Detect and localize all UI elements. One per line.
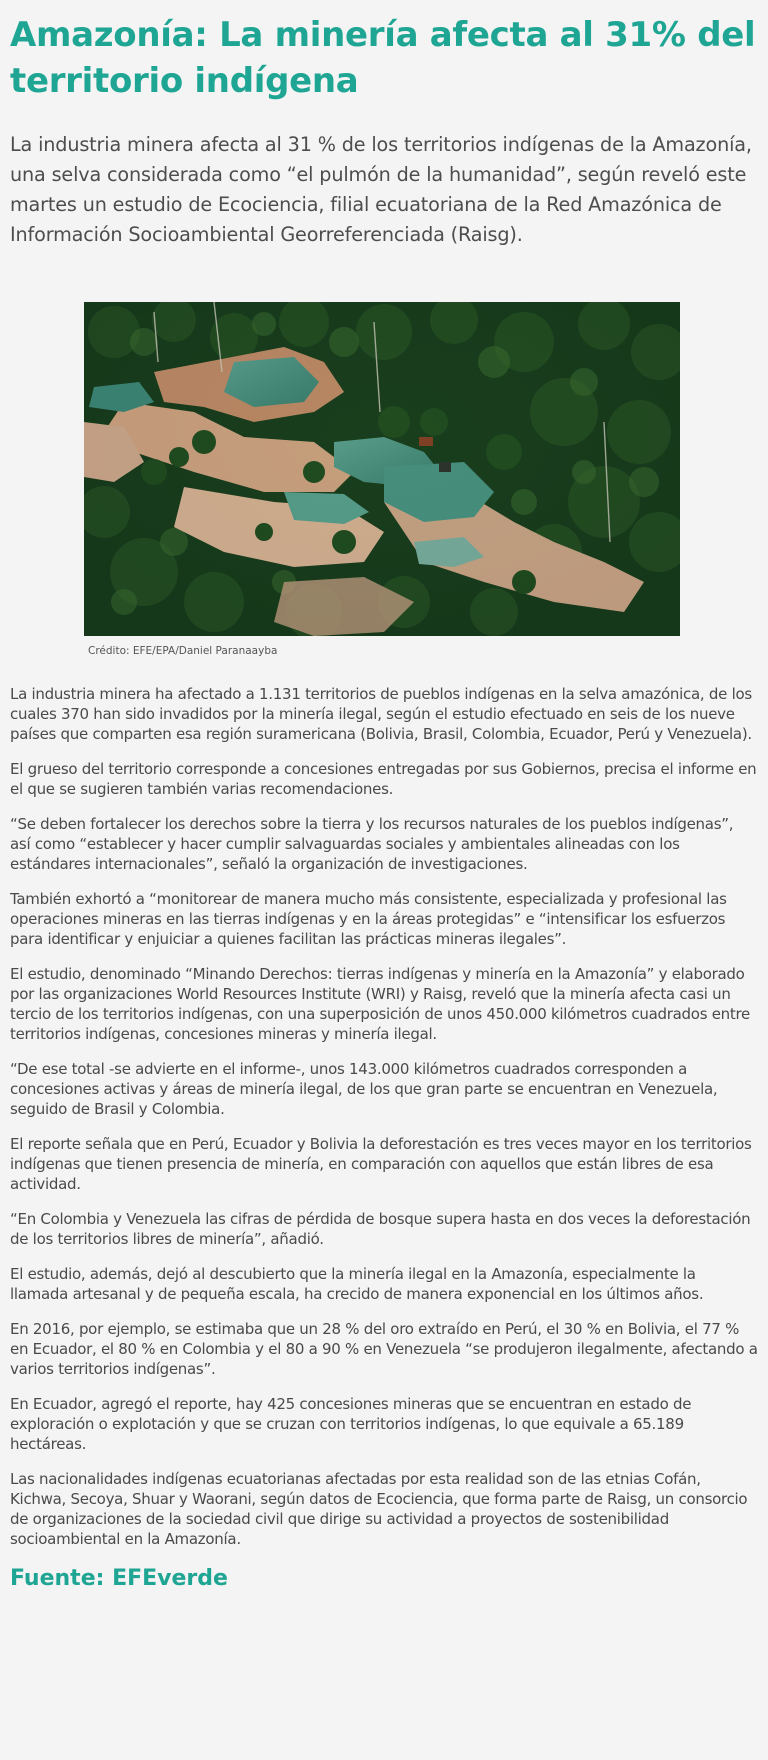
paragraph: En 2016, por ejemplo, se estimaba que un 28 % del oro extraído en Perú, el 30 % en Bolivia, el 77 % en Ecuador, el 80 % en Colombia y el 80 a 90 % en Venezuela “se produjeron ilegalmente, afectando a varios territorios indígenas”. [10, 1320, 758, 1378]
photo-caption: Crédito: EFE/EPA/Daniel Paranaayba [88, 645, 278, 657]
paragraph: El estudio, además, dejó al descubierto que la minería ilegal en la Amazonía, especialmente la llamada artesanal y de pequeña escala, ha crecido de manera exponencial en los últimos años. [10, 1265, 704, 1303]
paragraph: El reporte señala que en Perú, Ecuador y Bolivia la deforestación es tres veces mayor en los territorios indígenas que tienen presencia de minería, en comparación con aquellos que están libres de esa actividad. [10, 1135, 752, 1193]
paragraph: En Ecuador, agregó el reporte, hay 425 concesiones mineras que se encuentran en estado de exploración o explotación y que se cruzan con territorios indígenas, lo que equivale a 65.189 hectáreas. [10, 1395, 692, 1453]
article-source: Fuente: EFEverde [10, 1566, 228, 1591]
paragraph: El estudio, denominado “Minando Derechos: tierras indígenas y minería en la Amazonía” y elaborado por las organizaciones World Resources Institute (WRI) y Raisg, reveló que la minería afecta casi un tercio de los territorios indígenas, con una superposición de unos 450.000 kilómetros cuadrados entre territorios indígenas, concesiones mineras y minería ilegal. [10, 965, 750, 1043]
paragraph: El grueso del territorio corresponde a concesiones entregadas por sus Gobiernos, precisa el informe en el que se sugieren también varias recomendaciones. [10, 760, 757, 798]
article-body [10, 684, 758, 1549]
paragraph: También exhortó a “monitorear de manera mucho más consistente, especializada y profesional las operaciones mineras en las tierras indígenas y en la áreas protegidas” e “intensificar los esfuerzos para identificar y enjuiciar a quienes facilitan las prácticas mineras ilegales”. [10, 890, 727, 948]
article-title: Amazonía: La minería afecta al 31% del territorio indígena [10, 15, 756, 101]
article [0, 12, 768, 1594]
article-figure [10, 302, 758, 658]
paragraph: “De ese total -se advierte en el informe-, unos 143.000 kilómetros cuadrados corresponden a concesiones activas y áreas de minería ilegal, de los que gran parte se encuentran en Venezuela, seguido de Brasil y Colombia. [10, 1060, 718, 1118]
paragraph: “Se deben fortalecer los derechos sobre la tierra y los recursos naturales de los pueblos indígenas”, así como “establecer y hacer cumplir salvaguardas sociales y ambientales alineadas con los estándares internacionales”, señaló la organización de investigaciones. [10, 815, 734, 873]
paragraph: “En Colombia y Venezuela las cifras de pérdida de bosque supera hasta en dos veces la deforestación de los territorios libres de minería”, añadió. [10, 1210, 751, 1248]
article-lead: La industria minera afecta al 31 % de los territorios indígenas de la Amazonía, una selva considerada como “el pulmón de la humanidad”, según reveló este martes un estudio de Ecociencia, filial ecuatoriana de la Red Amazónica de Información Socioambiental Georreferenciada (Raisg). [10, 133, 752, 246]
paragraph: Las nacionalidades indígenas ecuatorianas afectadas por esta realidad son de las etnias Cofán, Kichwa, Secoya, Shuar y Waorani, según datos de Ecociencia, que forma parte de Raisg, un consorcio de organizaciones de la sociedad civil que dirige su actividad a proyectos de sostenibilidad socioambiental en la Amazonía. [10, 1470, 748, 1548]
mining-aerial-photo [84, 302, 680, 636]
paragraph: La industria minera ha afectado a 1.131 territorios de pueblos indígenas en la selva amazónica, de los cuales 370 han sido invadidos por la minería ilegal, según el estudio efectuado en seis de los nueve países que comparten esa región suramericana (Bolivia, Brasil, Colombia, Ecuador, Perú y Venezuela). [10, 685, 752, 743]
